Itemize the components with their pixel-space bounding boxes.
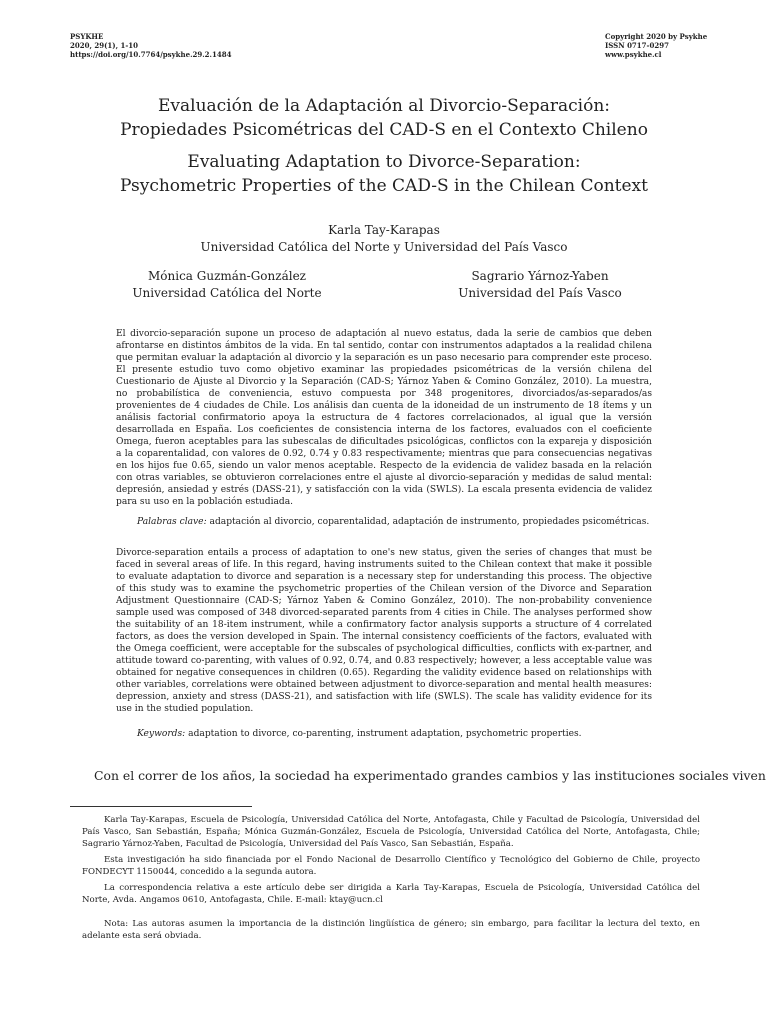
title-spanish-line2: Propiedades Psicométricas del CAD-S en el Contexto Chileno xyxy=(120,120,648,140)
journal-volume: 2020, 29(1), 1-10 xyxy=(70,41,138,50)
copyright-notice: Copyright 2020 by Psykhe xyxy=(605,32,708,41)
abstract-english: Divorce-separation entails a process of adaptation to one's new status, given the series of changes that must be faced in several areas of life. In this regard, having instruments suited to the Chilean context that make it possible to evaluate adaptation to divorce and separation is a necessary step for understanding this process. The objective of this study was to examine the psychometric properties of the Chilean version of the Divorce and Separation Adjustment Questionnaire (CAD-S; Yárnoz Yaben & Comino González, 2010). The non-probability convenience sample used was composed of 348 divorced-separated parents from 4 cities in Chile. The analyses performed show the suitability of an 18-item instrument, while a confirmatory factor analysis supports a structure of 4 correlated factors, as does the version developed in Spain. The internal consistency coefficients of the factors, evaluated with the Omega coefficient, were acceptable for the subscales of psychological difficulties, conflicts with ex-partner, and attitude toward co-parenting, with values of 0.92, 0.74, and 0.83 respectively; however, a less acceptable value was obtained for negative consequences in children (0.65). Regarding the validity evidence based on relationships with other variables, correlations were obtained between adjustment to divorce-separation and mental health measures: depression, anxiety and stress (DASS-21), and satisfaction with life (SWLS). The scale has validity evidence for its use in the studied population. xyxy=(116,548,652,714)
footnotes xyxy=(82,814,700,946)
keywords-spanish-label: Palabras clave xyxy=(137,517,204,527)
issn: ISSN 0717-0297 xyxy=(605,41,669,50)
journal-header-right xyxy=(605,32,707,59)
body-text-first-line: Con el correr de los años, la sociedad ha experimentado grandes cambios y las instituciones sociales viven xyxy=(94,768,766,783)
title-block xyxy=(60,94,708,198)
title-english xyxy=(60,150,708,198)
footnote-correspondence: La correspondencia relativa a este artículo debe ser dirigida a Karla Tay-Karapas, Escuela de Psicología, Universidad Católica del Norte, Avda. Angamos 0610, Antofagasta, Chile. E-mail: ktay@ucn.cl xyxy=(82,883,700,905)
author-left-name: Mónica Guzmán-González xyxy=(148,269,306,283)
footnote-author-affiliations: Karla Tay-Karapas, Escuela de Psicología, Universidad Católica del Norte, Antofagasta, Chile y Facultad de Psicología, Universidad del País Vasco, San Sebastián, España; Mónica Guzmán-González, Escuela de Psicología, Universidad Católica del Norte, Antofagasta, Chile; Sagrario Yárnoz-Yaben, Facultad de Psicología, Universidad del País Vasco, San Sebastián, España. xyxy=(82,815,700,849)
author-right-affiliation: Universidad del País Vasco xyxy=(458,286,622,300)
author-left-affiliation: Universidad Católica del Norte xyxy=(132,286,322,300)
doi-link[interactable]: https://doi.org/10.7764/psykhe.29.2.1484 xyxy=(70,50,232,59)
keywords-english-label: Keywords xyxy=(137,729,183,739)
author-right xyxy=(420,268,660,302)
keywords-english: Keywords: adaptation to divorce, co-parenting, instrument adaptation, psychometric properties. xyxy=(137,729,582,739)
footnote-funding: Esta investigación ha sido financiada por el Fondo Nacional de Desarrollo Científico y Tecnológico del Gobierno de Chile, proyecto FONDECYT 1150044, concedido a la segunda autora. xyxy=(82,855,700,877)
title-spanish xyxy=(60,94,708,142)
journal-name: PSYKHE xyxy=(70,32,104,41)
title-english-line1: Evaluating Adaptation to Divorce-Separation: xyxy=(187,152,581,172)
author-main xyxy=(60,222,708,256)
journal-website-link[interactable]: www.psykhe.cl xyxy=(605,50,662,59)
keywords-english-text: adaptation to divorce, co-parenting, instrument adaptation, psychometric properties. xyxy=(188,729,582,739)
keywords-spanish: Palabras clave: adaptación al divorcio, coparentalidad, adaptación de instrumento, propiedades psicométricas. xyxy=(137,517,650,527)
title-english-line2: Psychometric Properties of the CAD-S in the Chilean Context xyxy=(120,176,648,196)
author-left xyxy=(107,268,347,302)
title-spanish-line1: Evaluación de la Adaptación al Divorcio-Separación: xyxy=(157,96,611,116)
author-main-name: Karla Tay-Karapas xyxy=(328,223,440,237)
abstract-spanish: El divorcio-separación supone un proceso de adaptación al nuevo estatus, dada la serie de cambios que deben afrontarse en distintos ámbitos de la vida. En tal sentido, contar con instrumentos adaptados a la realidad chilena que permitan evaluar la adaptación al divorcio y la separación es un paso necesario para comprender este proceso. El presente estudio tuvo como objetivo examinar las propiedades psicométricas de la versión chilena del Cuestionario de Ajuste al Divorcio y la Separación (CAD-S; Yárnoz Yaben & Comino González, 2010). La muestra, no probabilística de conveniencia, estuvo compuesta por 348 progenitores, divorciados/as-separados/as provenientes de 4 ciudades de Chile. Los análisis dan cuenta de la idoneidad de un instrumento de 18 ítems y un análisis factorial confirmatorio apoya la estructura de 4 factores correlacionados, al igual que la versión desarrollada en España. Los coeficientes de consistencia interna de los factores, evaluados con el coeficiente Omega, fueron aceptables para las subescalas de dificultades psicológicas, conflictos con la expareja y disposición a la coparentalidad, con valores de 0.92, 0.74 y 0.83 respectivamente; mientras que para consecuencias negativas en los hijos fue 0.65, siendo un valor menos aceptable. Respecto de la evidencia de validez basada en la relación con otras variables, se obtuvieron correlaciones entre el ajuste al divorcio-separación y medidas de salud mental: depresión, ansiedad y estrés (DASS-21), y satisfacción con la vida (SWLS). La escala presenta evidencia de validez para su uso en la población estudiada. xyxy=(116,329,652,507)
author-main-affiliation: Universidad Católica del Norte y Universidad del País Vasco xyxy=(200,240,568,254)
footnote-divider xyxy=(70,806,252,807)
keywords-spanish-text: adaptación al divorcio, coparentalidad, adaptación de instrumento, propiedades psicométricas. xyxy=(209,517,650,527)
footnote-gender-note: Nota: Las autoras asumen la importancia de la distinción lingüística de género; sin embargo, para facilitar la lectura del texto, en adelante esta será obviada. xyxy=(82,919,700,941)
author-right-name: Sagrario Yárnoz-Yaben xyxy=(471,269,609,283)
journal-header-left xyxy=(70,32,231,59)
